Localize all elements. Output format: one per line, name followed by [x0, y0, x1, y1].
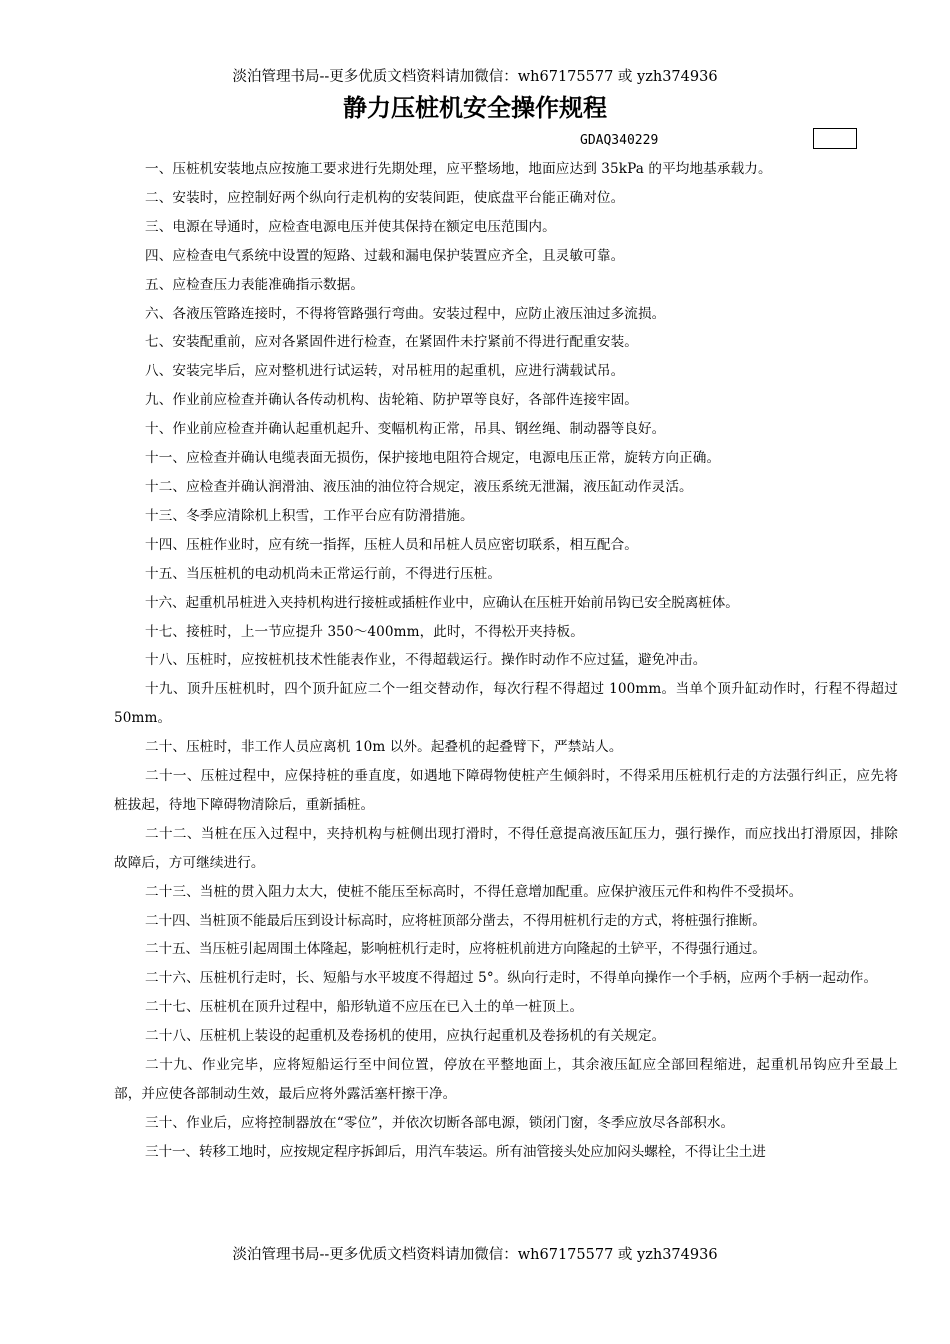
rule-item: 十一、应检查并确认电缆表面无损伤，保护接地电阻符合规定，电源电压正常，旋转方向正确。: [145, 450, 721, 467]
rule-item: 二十一、压桩过程中，应保持桩的垂直度，如遇地下障碍物使桩产生倾斜时，不得采用压桩机行走的方法强行纠正，应先将桩拔起，待地下障碍物清除后，重新插桩。: [114, 768, 898, 813]
rule-item: 十二、应检查并确认润滑油、液压油的油位符合规定，液压系统无泄漏，液压缸动作灵活。: [145, 478, 693, 495]
rule-item: 六、各液压管路连接时，不得将管路强行弯曲。安装过程中，应防止液压油过多流损。: [145, 305, 666, 322]
rule-item: 二十二、当桩在压入过程中，夹持机构与桩侧出现打滑时，不得任意提高液压缸压力，强行操作，而应找出打滑原因，排除故障后，方可继续进行。: [114, 825, 898, 871]
rule-item: 四、应检查电气系统中设置的短路、过载和漏电保护装置应齐全，且灵敏可靠。: [145, 247, 625, 264]
rule-item: 二十三、当桩的贯入阻力太大，使桩不能压至标高时，不得任意增加配重。应保护液压元件和构件不受损坏。: [145, 883, 803, 900]
rule-item: 十七、接桩时，上一节应提升 350～400mm，此时，不得松开夹持板。: [145, 623, 584, 640]
rule-item: 二十九、作业完毕，应将短船运行至中间位置，停放在平整地面上，其余液压缸应全部回程缩进，起重机吊钩应升至最上部，并应使各部制动生效，最后应将外露活塞杆擦干净。: [114, 1057, 898, 1102]
rule-item: 九、作业前应检查并确认各传动机构、齿轮箱、防护罩等良好，各部件连接牢固。: [145, 392, 638, 409]
rule-item: 三十、作业后，应将控制器放在“零位”，并依次切断各部电源，锁闭门窗，冬季应放尽各部积水。: [145, 1114, 735, 1131]
rule-item: 一、压桩机安装地点应按施工要求进行先期处理，应平整场地，地面应达到 35kPa 的平均地基承载力。: [145, 161, 772, 177]
rule-item: 十五、当压桩机的电动机尚未正常运行前，不得进行压桩。: [145, 565, 502, 582]
rule-item: 二十、压桩时，非工作人员应离机 10m 以外。起叠机的起叠臂下，严禁站人。: [145, 739, 623, 756]
rule-item: 五、应检查压力表能准确指示数据。: [145, 276, 365, 293]
rule-item: 二十五、当压桩引起周围土体隆起，影响桩机行走时，应将桩机前进方向隆起的土铲平，不得强行通过。: [145, 941, 766, 958]
rule-item: 十四、压桩作业时，应有统一指挥，压桩人员和吊桩人员应密切联系，相互配合。: [145, 536, 638, 553]
rule-item: 十八、压桩时，应按桩机技术性能表作业，不得超载运行。操作时动作不应过猛，避免冲击。: [145, 652, 707, 669]
rule-item: 七、安装配重前，应对各紧固件进行检查，在紧固件未拧紧前不得进行配重安装。: [145, 334, 638, 351]
rule-item: 三十一、转移工地时，应按规定程序拆卸后，用汽车装运。所有油管接头处应加闷头螺栓，不得让尘土进: [145, 1143, 766, 1160]
document-body: [114, 155, 898, 1167]
rule-item: 三、电源在导通时，应检查电源电压并使其保持在额定电压范围内。: [145, 218, 556, 235]
rule-item: 二十六、压桩机行走时，长、短船与水平坡度不得超过 5°。纵向行走时，不得单向操作一个手柄，应两个手柄一起动作。: [145, 970, 878, 987]
rule-item: 二、安装时，应控制好两个纵向行走机构的安装间距，使底盘平台能正确对位。: [145, 189, 625, 206]
rule-item: 十、作业前应检查并确认起重机起升、变幅机构正常，吊具、钢丝绳、制动器等良好。: [145, 421, 666, 438]
rule-item: 二十八、压桩机上装设的起重机及卷扬机的使用，应执行起重机及卷扬机的有关规定。: [145, 1028, 666, 1045]
header-note: 淡泊管理书局--更多优质文档资料请加微信：wh67175577 或 yzh374936: [232, 69, 718, 85]
rule-item: 十六、起重机吊桩进入夹持机构进行接桩或插桩作业中，应确认在压桩开始前吊钩已安全脱离桩体。: [145, 594, 739, 611]
footer-note: 淡泊管理书局--更多优质文档资料请加微信：wh67175577 或 yzh374936: [232, 1247, 718, 1263]
rule-item: 二十七、压桩机在顶升过程中，船形轨道不应压在已入土的单一桩顶上。: [145, 999, 584, 1016]
page-title: 静力压桩机安全操作规程: [343, 94, 607, 122]
rule-item: 二十四、当桩顶不能最后压到设计标高时，应将桩顶部分凿去，不得用桩机行走的方式，将桩强行推断。: [145, 912, 766, 929]
rule-item: 十九、顶升压桩机时，四个顶升缸应二个一组交替动作，每次行程不得超过 100mm。当单个顶升缸动作时，行程不得超过 50mm。: [114, 681, 898, 727]
document-code: GDAQ340229: [580, 133, 659, 148]
rule-item: 八、安装完毕后，应对整机进行试运转，对吊桩用的起重机，应进行满载试吊。: [145, 363, 625, 380]
code-box: [813, 128, 857, 149]
rule-item: 十三、冬季应清除机上积雪，工作平台应有防滑措施。: [145, 507, 474, 524]
